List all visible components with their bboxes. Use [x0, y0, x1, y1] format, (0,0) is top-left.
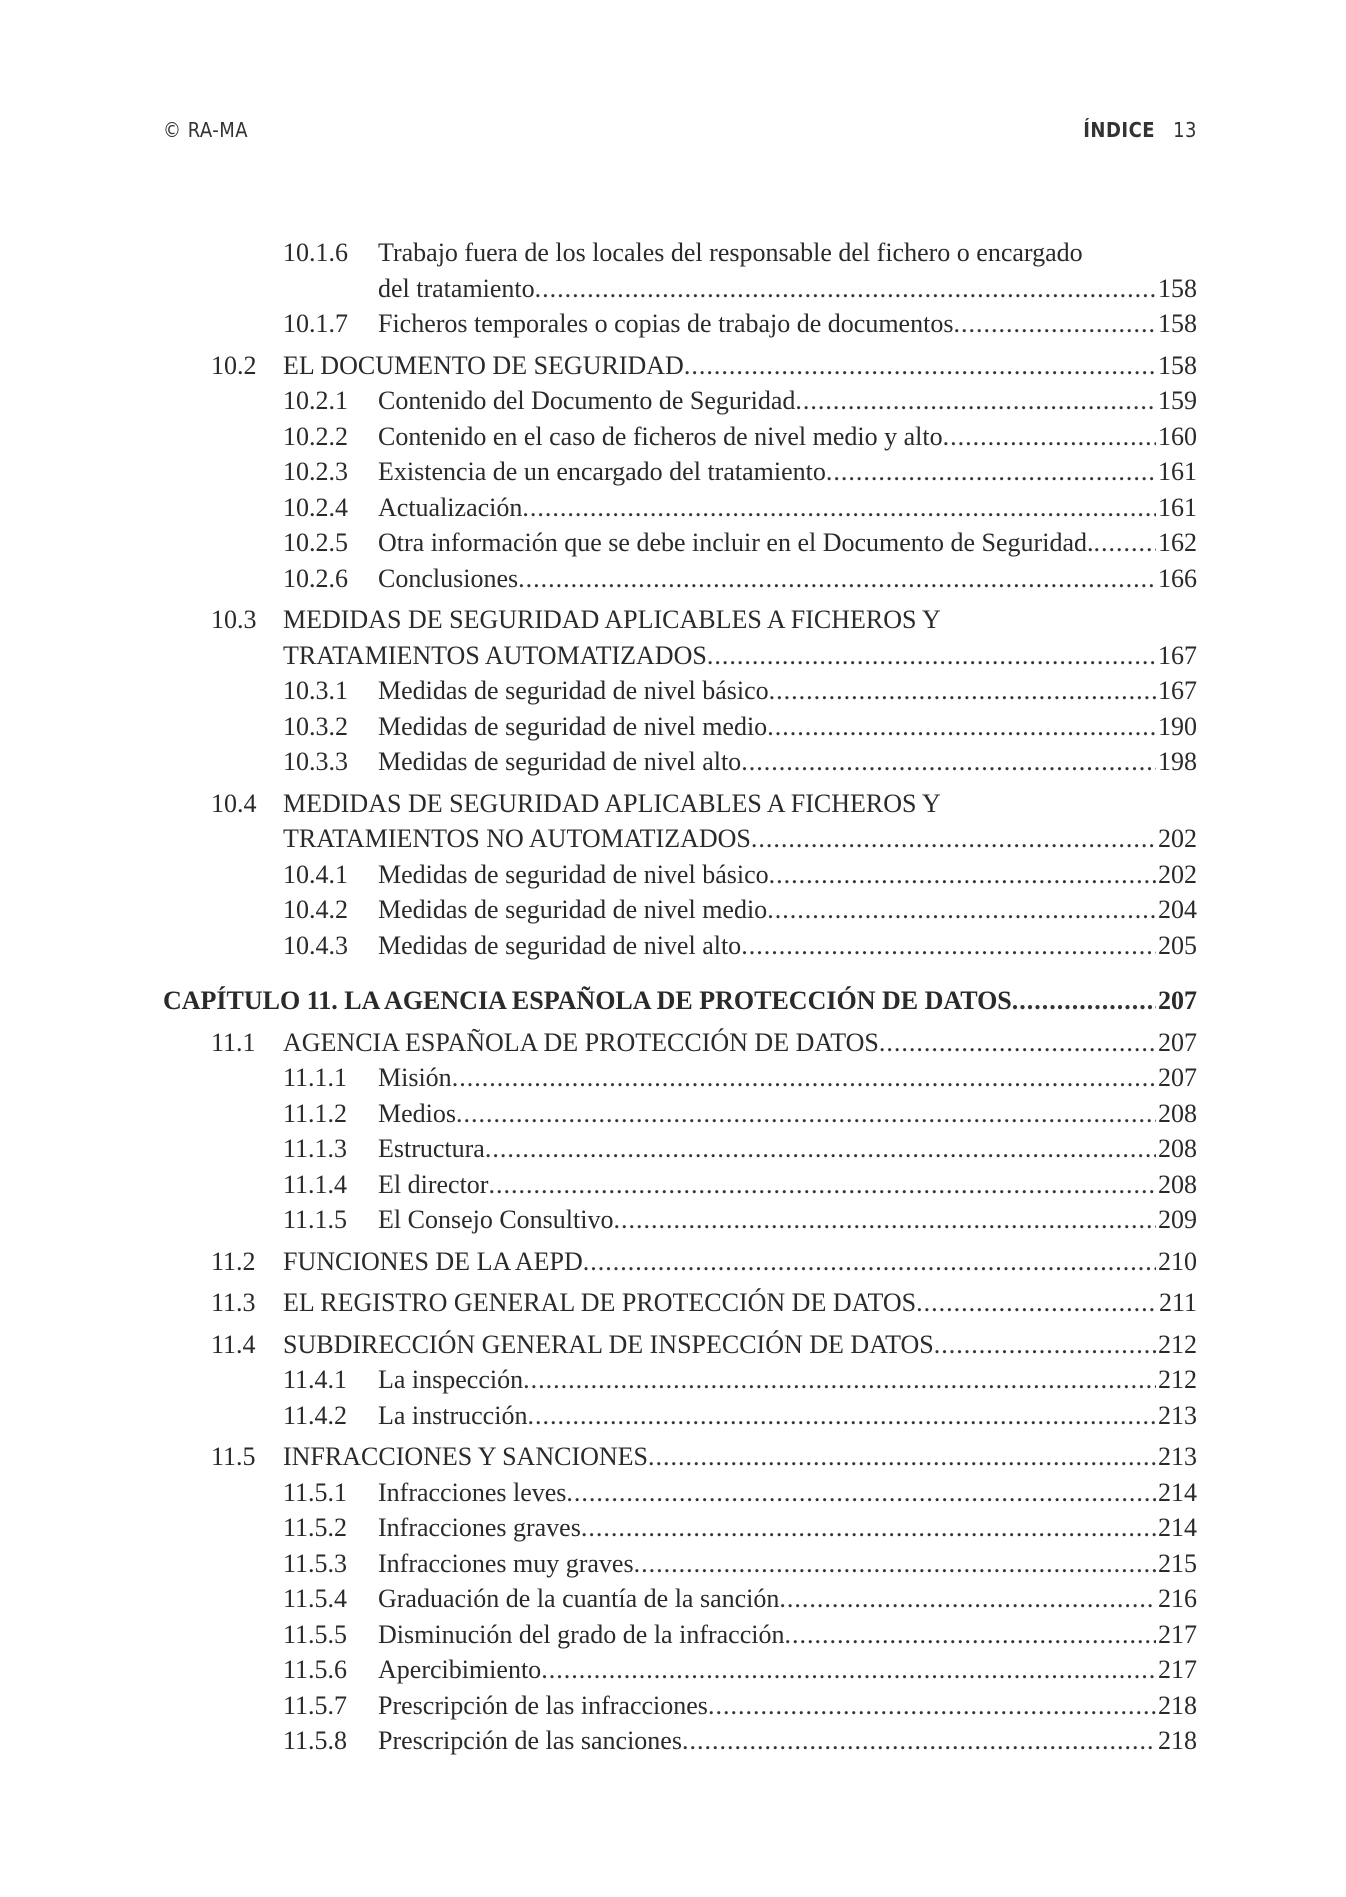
toc-entry[interactable] — [163, 892, 1197, 928]
dot-leader — [648, 1439, 1156, 1475]
toc-entry-page: 198 — [1158, 747, 1197, 776]
toc-entry-page: 202 — [1158, 824, 1197, 853]
toc-entry[interactable] — [163, 1475, 1197, 1511]
toc-entry[interactable] — [163, 1652, 1197, 1688]
toc-entry-page: 162 — [1158, 528, 1197, 557]
toc-entry[interactable] — [163, 983, 1197, 1019]
toc-entry-page: 207 — [1158, 1063, 1197, 1092]
toc-entry-page: 218 — [1158, 1690, 1197, 1720]
dot-leader — [769, 857, 1156, 893]
toc-entry-number: 10.3.1 — [283, 676, 348, 705]
toc-entry-title: Medidas de seguridad de nivel básico — [378, 676, 769, 705]
toc-entry-title: MEDIDAS DE SEGURIDAD APLICABLES A FICHEROS Y — [283, 605, 941, 634]
toc-entry-title: Graduación de la cuantía de la sanción — [378, 1584, 780, 1613]
toc-entry-title: Estructura — [378, 1134, 485, 1163]
toc-entry-title: Actualización — [378, 492, 523, 522]
toc-entry-page: 218 — [1158, 1726, 1197, 1755]
dot-leader — [708, 1688, 1156, 1724]
toc-entry[interactable] — [163, 928, 1197, 964]
toc-entry[interactable] — [163, 1060, 1197, 1096]
toc-entry-page: 158 — [1158, 273, 1197, 303]
toc-entry-number: 10.4.3 — [283, 930, 348, 960]
toc-entry-page: 217 — [1158, 1619, 1197, 1649]
toc-entry[interactable] — [163, 1244, 1197, 1280]
toc-entry-number: 11.5 — [211, 1442, 256, 1471]
header-right — [1083, 118, 1197, 142]
toc-entry-title: Contenido en el caso de ficheros de nivel medio y alto — [378, 421, 943, 451]
toc-entry-title: Infracciones leves — [378, 1477, 567, 1507]
dot-leader — [953, 306, 1156, 342]
toc-entry-title-continued: TRATAMIENTOS AUTOMATIZADOS — [283, 640, 707, 670]
toc-entry-title: MEDIDAS DE SEGURIDAD APLICABLES A FICHEROS Y — [283, 788, 941, 818]
dot-leader — [1093, 525, 1156, 561]
toc-entry-title: Ficheros temporales o copias de trabajo de documentos — [378, 309, 954, 338]
toc-entry[interactable] — [163, 602, 1197, 673]
toc-entry[interactable] — [163, 857, 1197, 893]
toc-entry[interactable] — [163, 525, 1197, 561]
toc-entry-number: 11.1 — [211, 1027, 256, 1057]
toc-entry[interactable] — [163, 419, 1197, 455]
toc-entry[interactable] — [163, 348, 1197, 384]
toc-entry-page: 166 — [1158, 563, 1197, 593]
toc-entry-title: Medidas de seguridad de nivel medio — [378, 711, 768, 741]
dot-leader — [707, 638, 1156, 674]
toc-entry-number: 10.1.7 — [283, 309, 348, 338]
toc-entry-title: FUNCIONES DE LA AEPD — [283, 1246, 583, 1276]
toc-entry-page: 159 — [1158, 386, 1197, 415]
toc-entry[interactable] — [163, 561, 1197, 597]
toc-entry-title: El Consejo Consultivo — [378, 1205, 614, 1234]
dot-leader — [784, 1617, 1156, 1653]
toc-entry-title-continued: del tratamiento — [378, 273, 535, 303]
toc-entry-title: Infracciones muy graves — [378, 1548, 634, 1578]
toc-entry-page: 158 — [1158, 309, 1197, 338]
toc-entry-number: 11.5.6 — [283, 1655, 348, 1684]
toc-entry[interactable] — [163, 1025, 1197, 1061]
dot-leader — [583, 1244, 1156, 1280]
dot-leader — [795, 383, 1156, 419]
toc-entry-page: 205 — [1158, 930, 1197, 960]
toc-entry-title: INFRACCIONES Y SANCIONES — [283, 1442, 649, 1471]
toc-entry-number: 11.1.1 — [283, 1063, 348, 1092]
toc-entry-title: Disminución del grado de la infracción — [378, 1619, 785, 1649]
toc-entry[interactable] — [163, 1285, 1197, 1321]
dot-leader — [581, 1510, 1156, 1546]
toc-entry-number: 11.2 — [211, 1246, 256, 1276]
toc-entry-number: 11.5.4 — [283, 1584, 348, 1613]
toc-entry[interactable] — [163, 1202, 1197, 1238]
toc-entry-page: 214 — [1158, 1477, 1197, 1507]
toc-entry-number: 10.2.2 — [283, 421, 348, 451]
toc-entry-title: AGENCIA ESPAÑOLA DE PROTECCIÓN DE DATOS — [283, 1027, 879, 1057]
toc-entry-title: EL REGISTRO GENERAL DE PROTECCIÓN DE DATOS — [283, 1288, 917, 1317]
toc-entry[interactable] — [163, 1362, 1197, 1398]
toc-entry[interactable] — [163, 490, 1197, 526]
toc-entry-number: 10.3 — [211, 605, 257, 634]
toc-entry-page: 207 — [1158, 986, 1197, 1015]
toc-entry-title: Otra información que se debe incluir en el Documento de Seguridad. — [378, 528, 1094, 557]
table-of-contents — [163, 235, 1197, 1759]
toc-entry[interactable] — [163, 1581, 1197, 1617]
toc-entry-page: 167 — [1158, 640, 1197, 670]
toc-entry[interactable] — [163, 1510, 1197, 1546]
toc-entry-page: 212 — [1158, 1365, 1197, 1394]
dot-leader — [934, 1327, 1156, 1363]
dot-leader — [751, 821, 1156, 857]
dot-leader — [522, 490, 1156, 526]
toc-entry-number: 11.5.3 — [283, 1548, 348, 1578]
publisher-label: © RA-MA — [163, 118, 249, 142]
toc-entry[interactable] — [163, 1439, 1197, 1475]
toc-entry-number: 11.5.8 — [283, 1726, 348, 1755]
dot-leader — [682, 1723, 1156, 1759]
dot-leader — [767, 892, 1156, 928]
dot-leader — [527, 1398, 1156, 1434]
dot-leader — [518, 561, 1156, 597]
toc-entry-title: Apercibimiento — [378, 1655, 542, 1684]
toc-entry[interactable] — [163, 1327, 1197, 1363]
toc-entry-number: 10.2 — [211, 350, 257, 380]
toc-entry-page: 202 — [1158, 859, 1197, 889]
toc-entry-number: 10.4.1 — [283, 859, 348, 889]
toc-entry-title: La instrucción — [378, 1400, 528, 1430]
toc-entry[interactable] — [163, 1398, 1197, 1434]
dot-leader — [523, 1362, 1156, 1398]
dot-leader — [634, 1546, 1156, 1582]
dot-leader — [684, 348, 1156, 384]
toc-entry-title: Medidas de seguridad de nivel alto — [378, 930, 742, 960]
toc-entry-page: 213 — [1158, 1442, 1197, 1471]
toc-entry-page: 210 — [1158, 1246, 1197, 1276]
toc-entry-page: 208 — [1158, 1134, 1197, 1163]
toc-entry-title: Contenido del Documento de Seguridad — [378, 386, 796, 415]
toc-entry-number: 10.4 — [211, 788, 257, 818]
toc-entry-number: 11.3 — [211, 1288, 256, 1317]
toc-entry-number: 10.1.6 — [283, 238, 348, 267]
toc-entry-title: CAPÍTULO 11. LA AGENCIA ESPAÑOLA DE PROTECCIÓN DE DATOS — [163, 986, 1012, 1015]
dot-leader — [535, 271, 1156, 307]
toc-entry-page: 209 — [1158, 1205, 1197, 1234]
dot-leader — [485, 1131, 1156, 1167]
toc-entry[interactable] — [163, 1096, 1197, 1132]
page-header — [163, 118, 1197, 152]
toc-entry-page: 161 — [1158, 492, 1197, 522]
dot-leader — [613, 1202, 1156, 1238]
dot-leader — [769, 673, 1156, 709]
toc-entry-page: 167 — [1158, 676, 1197, 705]
toc-entry[interactable] — [163, 1167, 1197, 1203]
toc-entry-number: 10.2.4 — [283, 492, 348, 522]
toc-entry-number: 11.5.1 — [283, 1477, 348, 1507]
dot-leader — [541, 1652, 1156, 1688]
toc-entry-number: 11.4 — [211, 1329, 256, 1359]
toc-entry-title: Medidas de seguridad de nivel medio — [378, 895, 768, 924]
dot-leader — [767, 709, 1156, 745]
toc-entry-title: Medidas de seguridad de nivel alto — [378, 747, 742, 776]
toc-entry-number: 10.2.3 — [283, 457, 348, 486]
section-title: ÍNDICE — [1083, 118, 1156, 142]
toc-entry[interactable] — [163, 1723, 1197, 1759]
toc-entry-number: 11.1.3 — [283, 1134, 348, 1163]
toc-entry-title: El director — [378, 1169, 489, 1199]
dot-leader — [566, 1475, 1156, 1511]
toc-entry-title: Medidas de seguridad de nivel básico — [378, 859, 769, 889]
toc-entry-number: 11.5.5 — [283, 1619, 348, 1649]
toc-entry[interactable] — [163, 383, 1197, 419]
toc-entry-page: 217 — [1158, 1655, 1197, 1684]
toc-entry-title: La inspección — [378, 1365, 524, 1394]
toc-entry-title: Trabajo fuera de los locales del responsable del fichero o encargado — [378, 238, 1083, 267]
toc-entry-number: 11.1.2 — [283, 1098, 348, 1128]
toc-entry-page: 207 — [1158, 1027, 1197, 1057]
toc-entry-page: 161 — [1158, 457, 1197, 486]
toc-entry-number: 10.3.2 — [283, 711, 348, 741]
toc-entry[interactable] — [163, 1546, 1197, 1582]
toc-entry-number: 11.5.7 — [283, 1690, 348, 1720]
toc-entry-number: 11.1.4 — [283, 1169, 348, 1199]
toc-entry-number: 11.1.5 — [283, 1205, 348, 1234]
toc-entry[interactable] — [163, 673, 1197, 709]
dot-leader — [943, 419, 1156, 455]
toc-entry-title: Existencia de un encargado del tratamiento — [378, 457, 826, 486]
dot-leader — [1012, 983, 1156, 1019]
toc-entry[interactable] — [163, 1688, 1197, 1724]
toc-entry-title: EL DOCUMENTO DE SEGURIDAD — [283, 350, 684, 380]
toc-entry[interactable] — [163, 454, 1197, 490]
toc-entry-title: Prescripción de las infracciones — [378, 1690, 708, 1720]
toc-entry-title: SUBDIRECCIÓN GENERAL DE INSPECCIÓN DE DATOS — [283, 1329, 934, 1359]
dot-leader — [488, 1167, 1156, 1203]
toc-entry-number: 10.3.3 — [283, 747, 348, 776]
toc-entry-title: Conclusiones — [378, 563, 519, 593]
dot-leader — [456, 1096, 1156, 1132]
toc-entry-page: 211 — [1158, 1288, 1197, 1317]
toc-entry-number: 11.5.2 — [283, 1513, 348, 1542]
page-number: 13 — [1173, 118, 1197, 142]
toc-entry-title: Medios — [378, 1098, 456, 1128]
toc-entry[interactable] — [163, 1131, 1197, 1167]
toc-entry-page: 204 — [1158, 895, 1197, 924]
toc-entry[interactable] — [163, 306, 1197, 342]
toc-entry-page: 216 — [1158, 1584, 1197, 1613]
toc-entry-page: 160 — [1158, 421, 1197, 451]
toc-entry[interactable] — [163, 709, 1197, 745]
toc-entry-page: 190 — [1158, 711, 1197, 741]
toc-entry[interactable] — [163, 786, 1197, 857]
toc-entry[interactable] — [163, 1617, 1197, 1653]
dot-leader — [779, 1581, 1156, 1617]
toc-entry-number: 10.2.5 — [283, 528, 348, 557]
dot-leader — [741, 744, 1156, 780]
toc-entry-number: 10.2.1 — [283, 386, 348, 415]
toc-entry-page: 215 — [1158, 1548, 1197, 1578]
dot-leader — [916, 1285, 1157, 1321]
toc-entry-number: 11.4.1 — [283, 1365, 348, 1394]
toc-entry[interactable] — [163, 744, 1197, 780]
toc-entry-title: Misión — [378, 1063, 452, 1092]
toc-entry-number: 10.4.2 — [283, 895, 348, 924]
toc-entry-title: Infracciones graves — [378, 1513, 581, 1542]
dot-leader — [741, 928, 1156, 964]
toc-entry-page: 208 — [1158, 1169, 1197, 1199]
toc-entry-title-continued: TRATAMIENTOS NO AUTOMATIZADOS — [283, 824, 751, 853]
toc-entry-number: 10.2.6 — [283, 563, 348, 593]
toc-entry-number: 11.4.2 — [283, 1400, 348, 1430]
toc-entry-page: 158 — [1158, 350, 1197, 380]
dot-leader — [826, 454, 1156, 490]
dot-leader — [452, 1060, 1156, 1096]
toc-entry-page: 212 — [1158, 1329, 1197, 1359]
dot-leader — [879, 1025, 1156, 1061]
toc-entry-page: 213 — [1158, 1400, 1197, 1430]
toc-entry-page: 208 — [1158, 1098, 1197, 1128]
toc-entry[interactable] — [163, 235, 1197, 306]
toc-entry-page: 214 — [1158, 1513, 1197, 1542]
toc-entry-title: Prescripción de las sanciones — [378, 1726, 682, 1755]
